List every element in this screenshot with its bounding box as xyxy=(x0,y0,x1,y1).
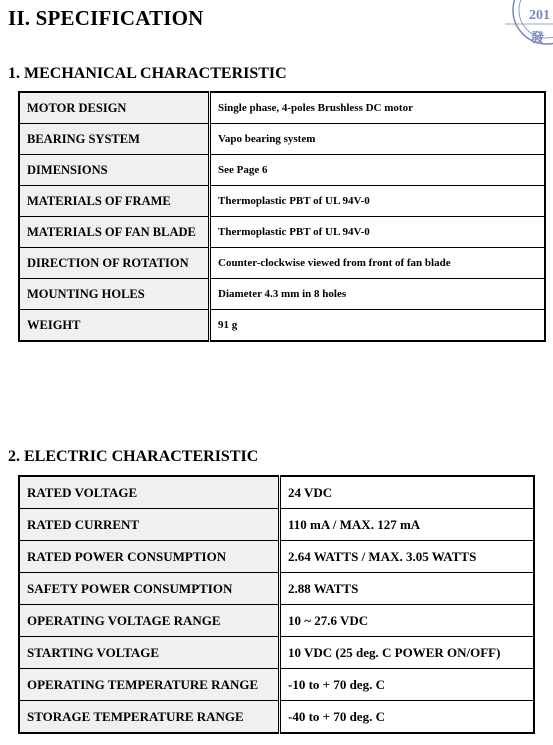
spec-label: MATERIALS OF FAN BLADE xyxy=(19,217,210,248)
spec-value: 91 g xyxy=(210,310,546,342)
spec-value: 2.64 WATTS / MAX. 3.05 WATTS xyxy=(280,541,535,573)
electric-table xyxy=(18,475,535,734)
electric-heading: 2. ELECTRIC CHARACTERISTIC xyxy=(8,448,259,465)
page-title: II. SPECIFICATION xyxy=(8,6,204,30)
stamp-year: 201 xyxy=(529,8,550,23)
table-row xyxy=(19,541,534,573)
spec-label: MOUNTING HOLES xyxy=(19,279,210,310)
spec-label: MOTOR DESIGN xyxy=(19,92,210,124)
spec-value: Thermoplastic PBT of UL 94V-0 xyxy=(210,217,546,248)
spec-value: Vapo bearing system xyxy=(210,124,546,155)
table-row xyxy=(19,155,545,186)
table-row xyxy=(19,476,534,509)
spec-value: -10 to + 70 deg. C xyxy=(280,669,535,701)
spec-value: Diameter 4.3 mm in 8 holes xyxy=(210,279,546,310)
stamp-char: 發 xyxy=(531,31,545,46)
table-row xyxy=(19,279,545,310)
table-row xyxy=(19,310,545,342)
spec-label: OPERATING VOLTAGE RANGE xyxy=(19,605,280,637)
mechanical-table xyxy=(18,91,546,342)
mechanical-heading: 1. MECHANICAL CHARACTERISTIC xyxy=(8,65,287,82)
table-row xyxy=(19,248,545,279)
spec-value: 2.88 WATTS xyxy=(280,573,535,605)
table-row xyxy=(19,92,545,124)
spec-value: Counter-clockwise viewed from front of fan blade xyxy=(210,248,546,279)
spec-label: STARTING VOLTAGE xyxy=(19,637,280,669)
spec-label: STORAGE TEMPERATURE RANGE xyxy=(19,701,280,734)
spec-label: SAFETY POWER CONSUMPTION xyxy=(19,573,280,605)
spec-value: Single phase, 4-poles Brushless DC motor xyxy=(210,92,546,124)
spec-label: MATERIALS OF FRAME xyxy=(19,186,210,217)
table-row xyxy=(19,186,545,217)
table-row xyxy=(19,217,545,248)
table-row xyxy=(19,637,534,669)
spec-label: RATED CURRENT xyxy=(19,509,280,541)
table-row xyxy=(19,573,534,605)
approval-stamp xyxy=(505,0,553,54)
spec-label: RATED VOLTAGE xyxy=(19,476,280,509)
spec-value: See Page 6 xyxy=(210,155,546,186)
table-row xyxy=(19,605,534,637)
spec-value: 10 ~ 27.6 VDC xyxy=(280,605,535,637)
spec-value: 10 VDC (25 deg. C POWER ON/OFF) xyxy=(280,637,535,669)
spec-label: DIMENSIONS xyxy=(19,155,210,186)
spec-value: 24 VDC xyxy=(280,476,535,509)
table-row xyxy=(19,701,534,734)
spec-label: DIRECTION OF ROTATION xyxy=(19,248,210,279)
spec-label: BEARING SYSTEM xyxy=(19,124,210,155)
spec-value: Thermoplastic PBT of UL 94V-0 xyxy=(210,186,546,217)
table-row xyxy=(19,509,534,541)
spec-label: WEIGHT xyxy=(19,310,210,342)
spec-label: OPERATING TEMPERATURE RANGE xyxy=(19,669,280,701)
spec-label: RATED POWER CONSUMPTION xyxy=(19,541,280,573)
spec-value: -40 to + 70 deg. C xyxy=(280,701,535,734)
table-row xyxy=(19,669,534,701)
table-row xyxy=(19,124,545,155)
spec-value: 110 mA / MAX. 127 mA xyxy=(280,509,535,541)
